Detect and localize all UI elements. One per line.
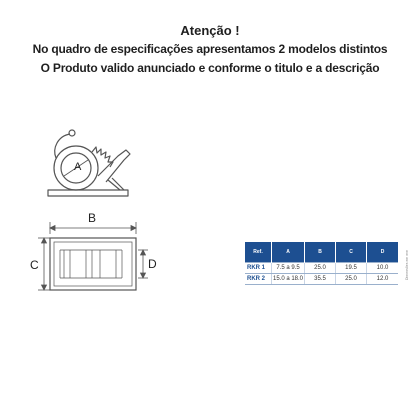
top-view-clip [50, 238, 136, 290]
base-plate [48, 190, 128, 196]
col-a: A [272, 242, 305, 263]
cell-b: 25.0 [305, 263, 336, 274]
clip-left-knob [69, 130, 75, 136]
col-c: C [336, 242, 367, 263]
dim-label-c: C [30, 258, 39, 272]
notice-line-1: No quadro de especificações apresentamos 2 modelos distintos [32, 42, 388, 56]
cell-a: 15.0 a 18.0 [272, 274, 305, 285]
dim-d [138, 250, 148, 278]
top-view-body [50, 238, 136, 290]
table-row [245, 274, 398, 285]
notice-title: Atenção ! [180, 23, 240, 38]
cell-a: 7.5 a 9.5 [272, 263, 305, 274]
col-b: B [305, 242, 336, 263]
top-view-inner [54, 242, 132, 286]
clip-lever [98, 150, 130, 182]
col-ref: Ref. [245, 242, 272, 263]
notice-line-2: O Produto valido anunciado e conforme o titulo e a descrição [40, 61, 380, 75]
cell-c: 19.5 [336, 263, 367, 274]
spec-table [245, 242, 398, 285]
cell-d: 12.0 [367, 274, 399, 285]
spec-table-header [245, 242, 398, 263]
dim-c [38, 238, 50, 290]
cell-d: 10.0 [367, 263, 399, 274]
units-note: Dimensões em mm [405, 249, 409, 280]
clip-left-arm [55, 134, 70, 158]
dim-label-b: B [88, 211, 97, 225]
side-view-clip [48, 130, 130, 196]
cell-c: 25.0 [336, 274, 367, 285]
cell-b: 35.5 [305, 274, 336, 285]
dim-label-a: A [74, 161, 82, 173]
dim-label-d: D [148, 257, 157, 271]
col-d: D [367, 242, 399, 263]
table-row [245, 263, 398, 274]
cell-ref: RKR 1 [245, 263, 272, 274]
cell-ref: RKR 2 [245, 274, 272, 285]
